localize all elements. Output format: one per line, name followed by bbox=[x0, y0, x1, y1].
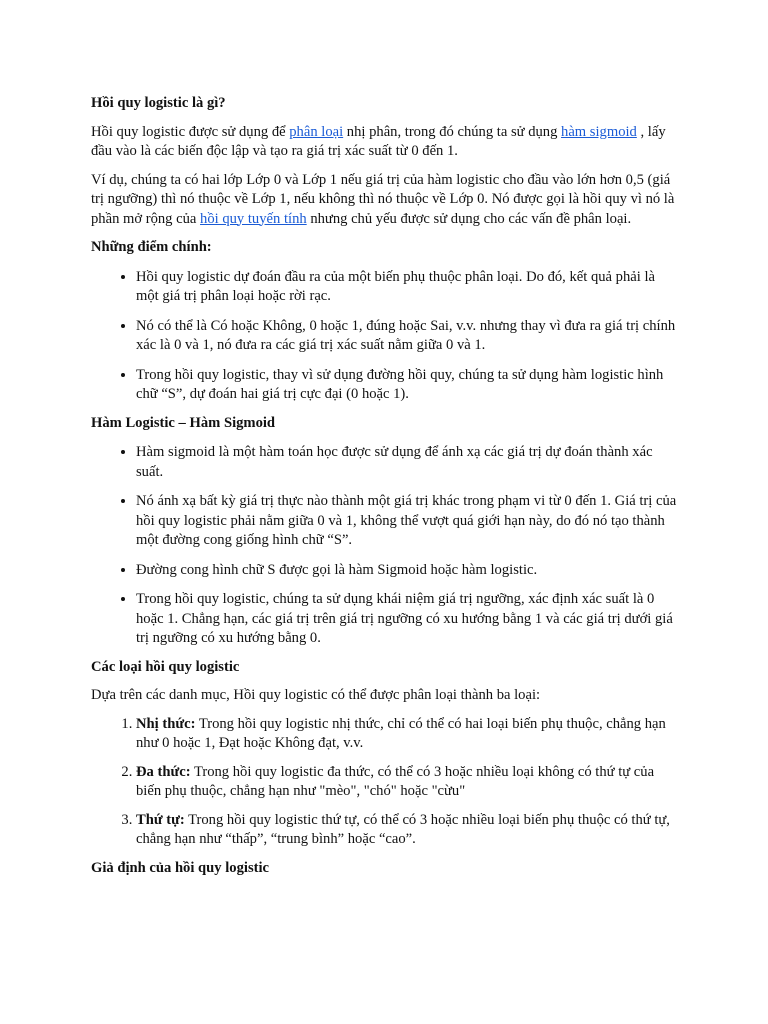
list-item: • Hồi quy logistic dự đoán đầu ra của một biến phụ thuộc phân loại. Do đó, kết quả phải là một giá trị phân loại hoặc rời rạc. bbox=[136, 267, 681, 307]
intro-paragraph bbox=[91, 123, 681, 162]
type-text: Trong hồi quy logistic nhị thức, chỉ có thể có hai loại biến phụ thuộc, chẳng hạn như 0 hoặc 1, Đạt hoặc Không đạt, v.v. bbox=[136, 715, 666, 751]
type-term: Đa thức: bbox=[136, 763, 191, 780]
sigmoid-points-list bbox=[91, 442, 681, 649]
example-paragraph bbox=[91, 171, 681, 230]
types-list bbox=[91, 715, 681, 850]
intro-text-3: , lấy đầu vào là các biến độc lập và tạo ra giá trị xác suất từ 0 đến 1. bbox=[91, 123, 666, 159]
link-linear-regression[interactable]: hồi quy tuyến tính bbox=[200, 210, 307, 227]
heading-types: Các loại hồi quy logistic bbox=[91, 658, 240, 675]
type-text: Trong hồi quy logistic thứ tự, có thể có 3 hoặc nhiều loại biến phụ thuộc có thứ tự, chẳng hạn như “thấp”, “trung bình” hoặc “cao”. bbox=[136, 811, 670, 847]
example-text-1: Ví dụ, chúng ta có hai lớp Lớp 0 và Lớp 1 nếu giá trị của hàm logistic cho đầu vào lớn hơn 0,5 (giá trị ngưỡng) thì nó thuộc về Lớp 1, nếu không thì nó thuộc về Lớp 0. Nó được gọi là hồi quy vì nó là phần mở rộng của bbox=[91, 171, 675, 227]
types-intro-paragraph: Dựa trên các danh mục, Hồi quy logistic có thể được phân loại thành ba loại: bbox=[91, 687, 541, 703]
list-item: • Hàm sigmoid là một hàm toán học được sử dụng để ánh xạ các giá trị dự đoán thành xác suất. bbox=[136, 442, 681, 482]
key-points-list bbox=[91, 267, 681, 405]
intro-text-1: Hồi quy logistic được sử dụng để bbox=[91, 123, 290, 140]
list-item bbox=[136, 763, 681, 802]
document-page bbox=[91, 94, 681, 887]
list-item: • Nó ánh xạ bất kỳ giá trị thực nào thành một giá trị khác trong phạm vi từ 0 đến 1. Giá trị của hồi quy logistic phải nằm giữa 0 và 1, không thể vượt quá giới hạn này, do đó nó tạo thành một đường cong giống hình chữ “S”. bbox=[136, 491, 681, 551]
type-text: Trong hồi quy logistic đa thức, có thể có 3 hoặc nhiều loại không có thứ tự của biến phụ thuộc, chẳng hạn như "mèo", "chó" hoặc "cừu" bbox=[136, 763, 655, 799]
list-item bbox=[136, 715, 681, 754]
heading-key-points: Những điểm chính: bbox=[91, 239, 212, 255]
list-item: • Nó có thể là Có hoặc Không, 0 hoặc 1, đúng hoặc Sai, v.v. nhưng thay vì đưa ra giá trị chính xác là 0 và 1, nó đưa ra các giá trị xác suất nằm giữa 0 và 1. bbox=[136, 316, 681, 356]
example-text-2: nhưng chủ yếu được sử dụng cho các vấn đề phân loại. bbox=[306, 210, 632, 227]
link-sigmoid-function[interactable]: hàm sigmoid bbox=[561, 123, 637, 140]
list-item: • Trong hồi quy logistic, chúng ta sử dụng khái niệm giá trị ngưỡng, xác định xác suất là 0 hoặc 1. Chẳng hạn, các giá trị trên giá trị ngưỡng có xu hướng bằng 1 và các giá trị dưới giá trị ngưỡng có xu hướng bằng 0. bbox=[136, 589, 681, 649]
list-item bbox=[136, 811, 681, 850]
list-item: • Trong hồi quy logistic, thay vì sử dụng đường hồi quy, chúng ta sử dụng hàm logistic hình chữ “S”, dự đoán hai giá trị cực đại (0 hoặc 1). bbox=[136, 365, 681, 405]
type-term: Thứ tự: bbox=[136, 811, 185, 828]
heading-assumptions: Giả định của hồi quy logistic bbox=[91, 859, 270, 876]
link-classification[interactable]: phân loại bbox=[289, 123, 344, 140]
type-term: Nhị thức: bbox=[136, 715, 196, 732]
intro-text-2: nhị phân, trong đó chúng ta sử dụng bbox=[343, 123, 562, 140]
heading-what-is-logistic-regression: Hồi quy logistic là gì? bbox=[91, 95, 226, 111]
heading-sigmoid-function: Hàm Logistic – Hàm Sigmoid bbox=[91, 414, 276, 431]
list-item: • Đường cong hình chữ S được gọi là hàm Sigmoid hoặc hàm logistic. bbox=[136, 560, 681, 581]
